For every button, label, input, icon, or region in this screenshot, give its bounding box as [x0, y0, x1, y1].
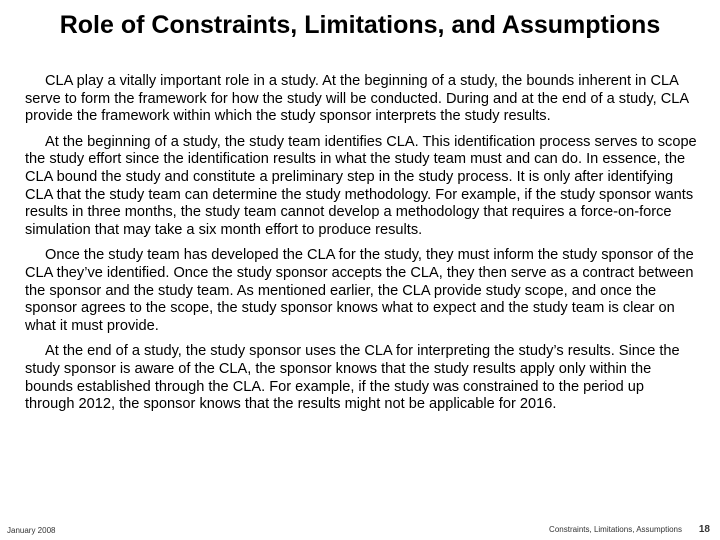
slide-title: Role of Constraints, Limitations, and Assumptions	[59, 11, 661, 39]
body-paragraph-3: Once the study team has developed the CLA for the study, they must inform the study sponsor of the CLA they’ve identified. Once the study sponsor accepts the CLA, they then serve as a contract between the sponsor and the study team. As mentioned earlier, the CLA provide study scope, and once the sponsor agrees to the scope, the study sponsor knows what to expect and the study team is clear on what it must provide.	[25, 247, 694, 334]
body-paragraph-2: At the beginning of a study, the study team identifies CLA. This identification process serves to scope the study effort since the identification results in what the study team must and can do. In essence, the CLA bound the study and constitute a preliminary step in the study process. It is only after identifying CLA that the study team can determine the study methodology. For example, if the study sponsor wants results in three months, the study team cannot develop a methodology that requires a force-on-force simulation that may take a six month effort to produce results.	[25, 133, 697, 238]
body-paragraph-4: At the end of a study, the study sponsor uses the CLA for interpreting the study’s results. Since the study sponsor is aware of the CLA, the sponsor knows that the study results apply only within the bounds established through the CLA. For example, if the study was constrained to the period up through 2012, the sponsor knows that the results might not be applicable for 2016.	[25, 343, 680, 413]
footer-date: January 2008	[7, 526, 56, 535]
footer-topic: Constraints, Limitations, Assumptions	[549, 525, 682, 534]
body-paragraph-1: CLA play a vitally important role in a study. At the beginning of a study, the bounds inherent in CLA serve to form the framework for how the study will be conducted. During and at the end of a study, CLA provide the framework within which the study sponsor interprets the study results.	[25, 73, 689, 125]
page-number: 18	[698, 524, 710, 535]
slide-body	[25, 73, 697, 422]
